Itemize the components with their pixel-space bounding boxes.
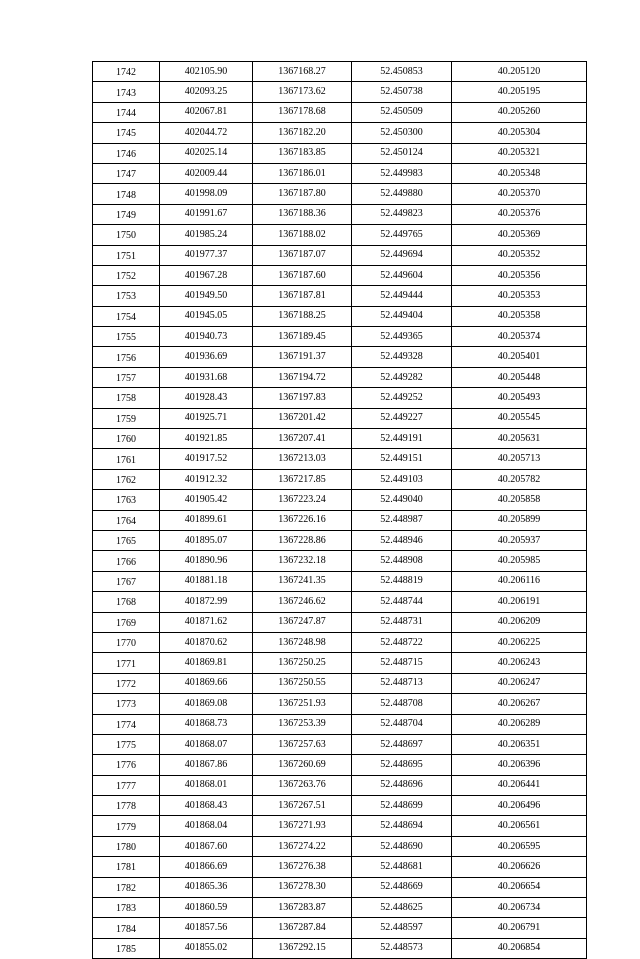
x-coordinate-cell: 401936.69 [160, 347, 253, 367]
latitude-cell: 52.448987 [352, 510, 452, 530]
point-number-cell: 1753 [93, 286, 160, 306]
y-coordinate-cell: 1367263.76 [253, 775, 352, 795]
longitude-cell: 40.205260 [452, 102, 587, 122]
y-coordinate-cell: 1367213.03 [253, 449, 352, 469]
y-coordinate-cell: 1367197.83 [253, 388, 352, 408]
longitude-cell: 40.205369 [452, 225, 587, 245]
latitude-cell: 52.449040 [352, 490, 452, 510]
longitude-cell: 40.205356 [452, 265, 587, 285]
x-coordinate-cell: 401912.32 [160, 469, 253, 489]
y-coordinate-cell: 1367283.87 [253, 898, 352, 918]
latitude-cell: 52.449328 [352, 347, 452, 367]
longitude-cell: 40.206116 [452, 571, 587, 591]
table-row [93, 449, 587, 469]
point-number-cell: 1785 [93, 938, 160, 958]
latitude-cell: 52.448722 [352, 632, 452, 652]
y-coordinate-cell: 1367250.55 [253, 673, 352, 693]
latitude-cell: 52.449191 [352, 429, 452, 449]
y-coordinate-cell: 1367187.80 [253, 184, 352, 204]
longitude-cell: 40.206595 [452, 836, 587, 856]
point-number-cell: 1779 [93, 816, 160, 836]
point-number-cell: 1773 [93, 694, 160, 714]
latitude-cell: 52.449252 [352, 388, 452, 408]
latitude-cell: 52.448696 [352, 775, 452, 795]
table-row [93, 673, 587, 693]
latitude-cell: 52.448695 [352, 755, 452, 775]
y-coordinate-cell: 1367267.51 [253, 796, 352, 816]
latitude-cell: 52.450853 [352, 62, 452, 82]
point-number-cell: 1784 [93, 918, 160, 938]
longitude-cell: 40.205545 [452, 408, 587, 428]
latitude-cell: 52.448625 [352, 898, 452, 918]
point-number-cell: 1775 [93, 734, 160, 754]
point-number-cell: 1782 [93, 877, 160, 897]
point-number-cell: 1767 [93, 571, 160, 591]
x-coordinate-cell: 401867.60 [160, 836, 253, 856]
longitude-cell: 40.205448 [452, 367, 587, 387]
y-coordinate-cell: 1367188.02 [253, 225, 352, 245]
table-row [93, 388, 587, 408]
latitude-cell: 52.449823 [352, 204, 452, 224]
y-coordinate-cell: 1367178.68 [253, 102, 352, 122]
longitude-cell: 40.205376 [452, 204, 587, 224]
longitude-cell: 40.206734 [452, 898, 587, 918]
point-number-cell: 1758 [93, 388, 160, 408]
x-coordinate-cell: 401899.61 [160, 510, 253, 530]
latitude-cell: 52.449103 [352, 469, 452, 489]
longitude-cell: 40.205631 [452, 429, 587, 449]
x-coordinate-cell: 401925.71 [160, 408, 253, 428]
table-row [93, 571, 587, 591]
point-number-cell: 1751 [93, 245, 160, 265]
y-coordinate-cell: 1367260.69 [253, 755, 352, 775]
point-number-cell: 1783 [93, 898, 160, 918]
table-row [93, 653, 587, 673]
point-number-cell: 1745 [93, 123, 160, 143]
y-coordinate-cell: 1367232.18 [253, 551, 352, 571]
y-coordinate-cell: 1367223.24 [253, 490, 352, 510]
point-number-cell: 1768 [93, 592, 160, 612]
latitude-cell: 52.450124 [352, 143, 452, 163]
latitude-cell: 52.448573 [352, 938, 452, 958]
table-row [93, 510, 587, 530]
x-coordinate-cell: 402025.14 [160, 143, 253, 163]
latitude-cell: 52.450738 [352, 82, 452, 102]
y-coordinate-cell: 1367187.81 [253, 286, 352, 306]
longitude-cell: 40.206191 [452, 592, 587, 612]
x-coordinate-cell: 401931.68 [160, 367, 253, 387]
x-coordinate-cell: 401868.01 [160, 775, 253, 795]
latitude-cell: 52.448694 [352, 816, 452, 836]
point-number-cell: 1744 [93, 102, 160, 122]
y-coordinate-cell: 1367217.85 [253, 469, 352, 489]
x-coordinate-cell: 401998.09 [160, 184, 253, 204]
x-coordinate-cell: 401985.24 [160, 225, 253, 245]
table-row [93, 857, 587, 877]
table-row [93, 877, 587, 897]
x-coordinate-cell: 402009.44 [160, 163, 253, 183]
y-coordinate-cell: 1367183.85 [253, 143, 352, 163]
longitude-cell: 40.206243 [452, 653, 587, 673]
x-coordinate-cell: 401869.08 [160, 694, 253, 714]
table-row [93, 918, 587, 938]
point-number-cell: 1762 [93, 469, 160, 489]
latitude-cell: 52.449282 [352, 367, 452, 387]
longitude-cell: 40.205304 [452, 123, 587, 143]
latitude-cell: 52.449151 [352, 449, 452, 469]
table-row [93, 632, 587, 652]
table-row [93, 408, 587, 428]
point-number-cell: 1750 [93, 225, 160, 245]
latitude-cell: 52.448681 [352, 857, 452, 877]
table-row [93, 163, 587, 183]
y-coordinate-cell: 1367191.37 [253, 347, 352, 367]
table-row [93, 265, 587, 285]
y-coordinate-cell: 1367292.15 [253, 938, 352, 958]
point-number-cell: 1776 [93, 755, 160, 775]
latitude-cell: 52.448744 [352, 592, 452, 612]
x-coordinate-cell: 401977.37 [160, 245, 253, 265]
x-coordinate-cell: 401855.02 [160, 938, 253, 958]
table-row [93, 775, 587, 795]
y-coordinate-cell: 1367168.27 [253, 62, 352, 82]
point-number-cell: 1757 [93, 367, 160, 387]
table-row [93, 184, 587, 204]
longitude-cell: 40.206654 [452, 877, 587, 897]
latitude-cell: 52.448697 [352, 734, 452, 754]
longitude-cell: 40.205348 [452, 163, 587, 183]
point-number-cell: 1780 [93, 836, 160, 856]
point-number-cell: 1771 [93, 653, 160, 673]
table-row [93, 245, 587, 265]
y-coordinate-cell: 1367188.25 [253, 306, 352, 326]
latitude-cell: 52.449983 [352, 163, 452, 183]
longitude-cell: 40.205358 [452, 306, 587, 326]
y-coordinate-cell: 1367276.38 [253, 857, 352, 877]
y-coordinate-cell: 1367250.25 [253, 653, 352, 673]
x-coordinate-cell: 401881.18 [160, 571, 253, 591]
x-coordinate-cell: 401905.42 [160, 490, 253, 510]
longitude-cell: 40.206396 [452, 755, 587, 775]
y-coordinate-cell: 1367246.62 [253, 592, 352, 612]
longitude-cell: 40.205899 [452, 510, 587, 530]
table-row [93, 816, 587, 836]
point-number-cell: 1752 [93, 265, 160, 285]
x-coordinate-cell: 401860.59 [160, 898, 253, 918]
table-row [93, 327, 587, 347]
y-coordinate-cell: 1367186.01 [253, 163, 352, 183]
point-number-cell: 1769 [93, 612, 160, 632]
table-row [93, 286, 587, 306]
point-number-cell: 1770 [93, 632, 160, 652]
y-coordinate-cell: 1367287.84 [253, 918, 352, 938]
table-row [93, 714, 587, 734]
table-row [93, 367, 587, 387]
x-coordinate-cell: 401869.81 [160, 653, 253, 673]
x-coordinate-cell: 401857.56 [160, 918, 253, 938]
longitude-cell: 40.205937 [452, 530, 587, 550]
y-coordinate-cell: 1367253.39 [253, 714, 352, 734]
table-row [93, 82, 587, 102]
table-row [93, 306, 587, 326]
table-row [93, 592, 587, 612]
latitude-cell: 52.449765 [352, 225, 452, 245]
latitude-cell: 52.448713 [352, 673, 452, 693]
table-row [93, 836, 587, 856]
longitude-cell: 40.206225 [452, 632, 587, 652]
longitude-cell: 40.205370 [452, 184, 587, 204]
table-row [93, 530, 587, 550]
y-coordinate-cell: 1367187.60 [253, 265, 352, 285]
point-number-cell: 1764 [93, 510, 160, 530]
longitude-cell: 40.205782 [452, 469, 587, 489]
point-number-cell: 1761 [93, 449, 160, 469]
y-coordinate-cell: 1367274.22 [253, 836, 352, 856]
latitude-cell: 52.449365 [352, 327, 452, 347]
x-coordinate-cell: 401868.07 [160, 734, 253, 754]
longitude-cell: 40.206496 [452, 796, 587, 816]
latitude-cell: 52.448946 [352, 530, 452, 550]
longitude-cell: 40.206561 [452, 816, 587, 836]
table-row [93, 612, 587, 632]
longitude-cell: 40.206854 [452, 938, 587, 958]
longitude-cell: 40.206626 [452, 857, 587, 877]
table-row [93, 796, 587, 816]
x-coordinate-cell: 401872.99 [160, 592, 253, 612]
latitude-cell: 52.448819 [352, 571, 452, 591]
table-row [93, 734, 587, 754]
y-coordinate-cell: 1367248.98 [253, 632, 352, 652]
longitude-cell: 40.206289 [452, 714, 587, 734]
x-coordinate-cell: 402093.25 [160, 82, 253, 102]
latitude-cell: 52.448699 [352, 796, 452, 816]
y-coordinate-cell: 1367257.63 [253, 734, 352, 754]
x-coordinate-cell: 401871.62 [160, 612, 253, 632]
latitude-cell: 52.448731 [352, 612, 452, 632]
y-coordinate-cell: 1367188.36 [253, 204, 352, 224]
table-row [93, 469, 587, 489]
point-number-cell: 1772 [93, 673, 160, 693]
y-coordinate-cell: 1367201.42 [253, 408, 352, 428]
point-number-cell: 1754 [93, 306, 160, 326]
latitude-cell: 52.448715 [352, 653, 452, 673]
latitude-cell: 52.448669 [352, 877, 452, 897]
table-row [93, 347, 587, 367]
latitude-cell: 52.448597 [352, 918, 452, 938]
point-number-cell: 1755 [93, 327, 160, 347]
longitude-cell: 40.206351 [452, 734, 587, 754]
table-row [93, 143, 587, 163]
x-coordinate-cell: 401991.67 [160, 204, 253, 224]
longitude-cell: 40.205985 [452, 551, 587, 571]
point-number-cell: 1749 [93, 204, 160, 224]
latitude-cell: 52.449604 [352, 265, 452, 285]
x-coordinate-cell: 402105.90 [160, 62, 253, 82]
latitude-cell: 52.449444 [352, 286, 452, 306]
x-coordinate-cell: 402044.72 [160, 123, 253, 143]
point-number-cell: 1742 [93, 62, 160, 82]
y-coordinate-cell: 1367278.30 [253, 877, 352, 897]
longitude-cell: 40.206209 [452, 612, 587, 632]
point-number-cell: 1781 [93, 857, 160, 877]
y-coordinate-cell: 1367182.20 [253, 123, 352, 143]
y-coordinate-cell: 1367173.62 [253, 82, 352, 102]
longitude-cell: 40.205401 [452, 347, 587, 367]
latitude-cell: 52.450509 [352, 102, 452, 122]
longitude-cell: 40.206441 [452, 775, 587, 795]
x-coordinate-cell: 401895.07 [160, 530, 253, 550]
x-coordinate-cell: 401870.62 [160, 632, 253, 652]
y-coordinate-cell: 1367194.72 [253, 367, 352, 387]
y-coordinate-cell: 1367247.87 [253, 612, 352, 632]
x-coordinate-cell: 401869.66 [160, 673, 253, 693]
point-number-cell: 1774 [93, 714, 160, 734]
table-row [93, 102, 587, 122]
x-coordinate-cell: 402067.81 [160, 102, 253, 122]
y-coordinate-cell: 1367241.35 [253, 571, 352, 591]
table-row [93, 62, 587, 82]
x-coordinate-cell: 401868.43 [160, 796, 253, 816]
point-number-cell: 1748 [93, 184, 160, 204]
latitude-cell: 52.448708 [352, 694, 452, 714]
x-coordinate-cell: 401967.28 [160, 265, 253, 285]
x-coordinate-cell: 401890.96 [160, 551, 253, 571]
x-coordinate-cell: 401949.50 [160, 286, 253, 306]
longitude-cell: 40.205321 [452, 143, 587, 163]
point-number-cell: 1743 [93, 82, 160, 102]
point-number-cell: 1777 [93, 775, 160, 795]
latitude-cell: 52.449227 [352, 408, 452, 428]
point-number-cell: 1765 [93, 530, 160, 550]
y-coordinate-cell: 1367251.93 [253, 694, 352, 714]
point-number-cell: 1756 [93, 347, 160, 367]
latitude-cell: 52.450300 [352, 123, 452, 143]
longitude-cell: 40.205353 [452, 286, 587, 306]
table-row [93, 755, 587, 775]
x-coordinate-cell: 401867.86 [160, 755, 253, 775]
x-coordinate-cell: 401940.73 [160, 327, 253, 347]
y-coordinate-cell: 1367187.07 [253, 245, 352, 265]
y-coordinate-cell: 1367226.16 [253, 510, 352, 530]
point-number-cell: 1778 [93, 796, 160, 816]
longitude-cell: 40.206267 [452, 694, 587, 714]
longitude-cell: 40.205195 [452, 82, 587, 102]
point-number-cell: 1763 [93, 490, 160, 510]
table-row [93, 123, 587, 143]
x-coordinate-cell: 401928.43 [160, 388, 253, 408]
y-coordinate-cell: 1367228.86 [253, 530, 352, 550]
point-number-cell: 1747 [93, 163, 160, 183]
table-row [93, 938, 587, 958]
latitude-cell: 52.448704 [352, 714, 452, 734]
latitude-cell: 52.448690 [352, 836, 452, 856]
y-coordinate-cell: 1367189.45 [253, 327, 352, 347]
coordinates-table [92, 61, 587, 959]
y-coordinate-cell: 1367271.93 [253, 816, 352, 836]
table-row [93, 490, 587, 510]
x-coordinate-cell: 401865.36 [160, 877, 253, 897]
point-number-cell: 1759 [93, 408, 160, 428]
x-coordinate-cell: 401921.85 [160, 429, 253, 449]
longitude-cell: 40.205374 [452, 327, 587, 347]
longitude-cell: 40.205713 [452, 449, 587, 469]
x-coordinate-cell: 401868.73 [160, 714, 253, 734]
x-coordinate-cell: 401945.05 [160, 306, 253, 326]
latitude-cell: 52.449694 [352, 245, 452, 265]
point-number-cell: 1746 [93, 143, 160, 163]
table-row [93, 225, 587, 245]
point-number-cell: 1760 [93, 429, 160, 449]
latitude-cell: 52.449404 [352, 306, 452, 326]
x-coordinate-cell: 401866.69 [160, 857, 253, 877]
coordinates-table-body [93, 62, 587, 959]
latitude-cell: 52.449880 [352, 184, 452, 204]
table-row [93, 204, 587, 224]
table-row [93, 694, 587, 714]
table-row [93, 551, 587, 571]
x-coordinate-cell: 401868.04 [160, 816, 253, 836]
table-row [93, 429, 587, 449]
longitude-cell: 40.205120 [452, 62, 587, 82]
longitude-cell: 40.205858 [452, 490, 587, 510]
point-number-cell: 1766 [93, 551, 160, 571]
longitude-cell: 40.205493 [452, 388, 587, 408]
x-coordinate-cell: 401917.52 [160, 449, 253, 469]
table-row [93, 898, 587, 918]
y-coordinate-cell: 1367207.41 [253, 429, 352, 449]
longitude-cell: 40.205352 [452, 245, 587, 265]
longitude-cell: 40.206247 [452, 673, 587, 693]
latitude-cell: 52.448908 [352, 551, 452, 571]
longitude-cell: 40.206791 [452, 918, 587, 938]
